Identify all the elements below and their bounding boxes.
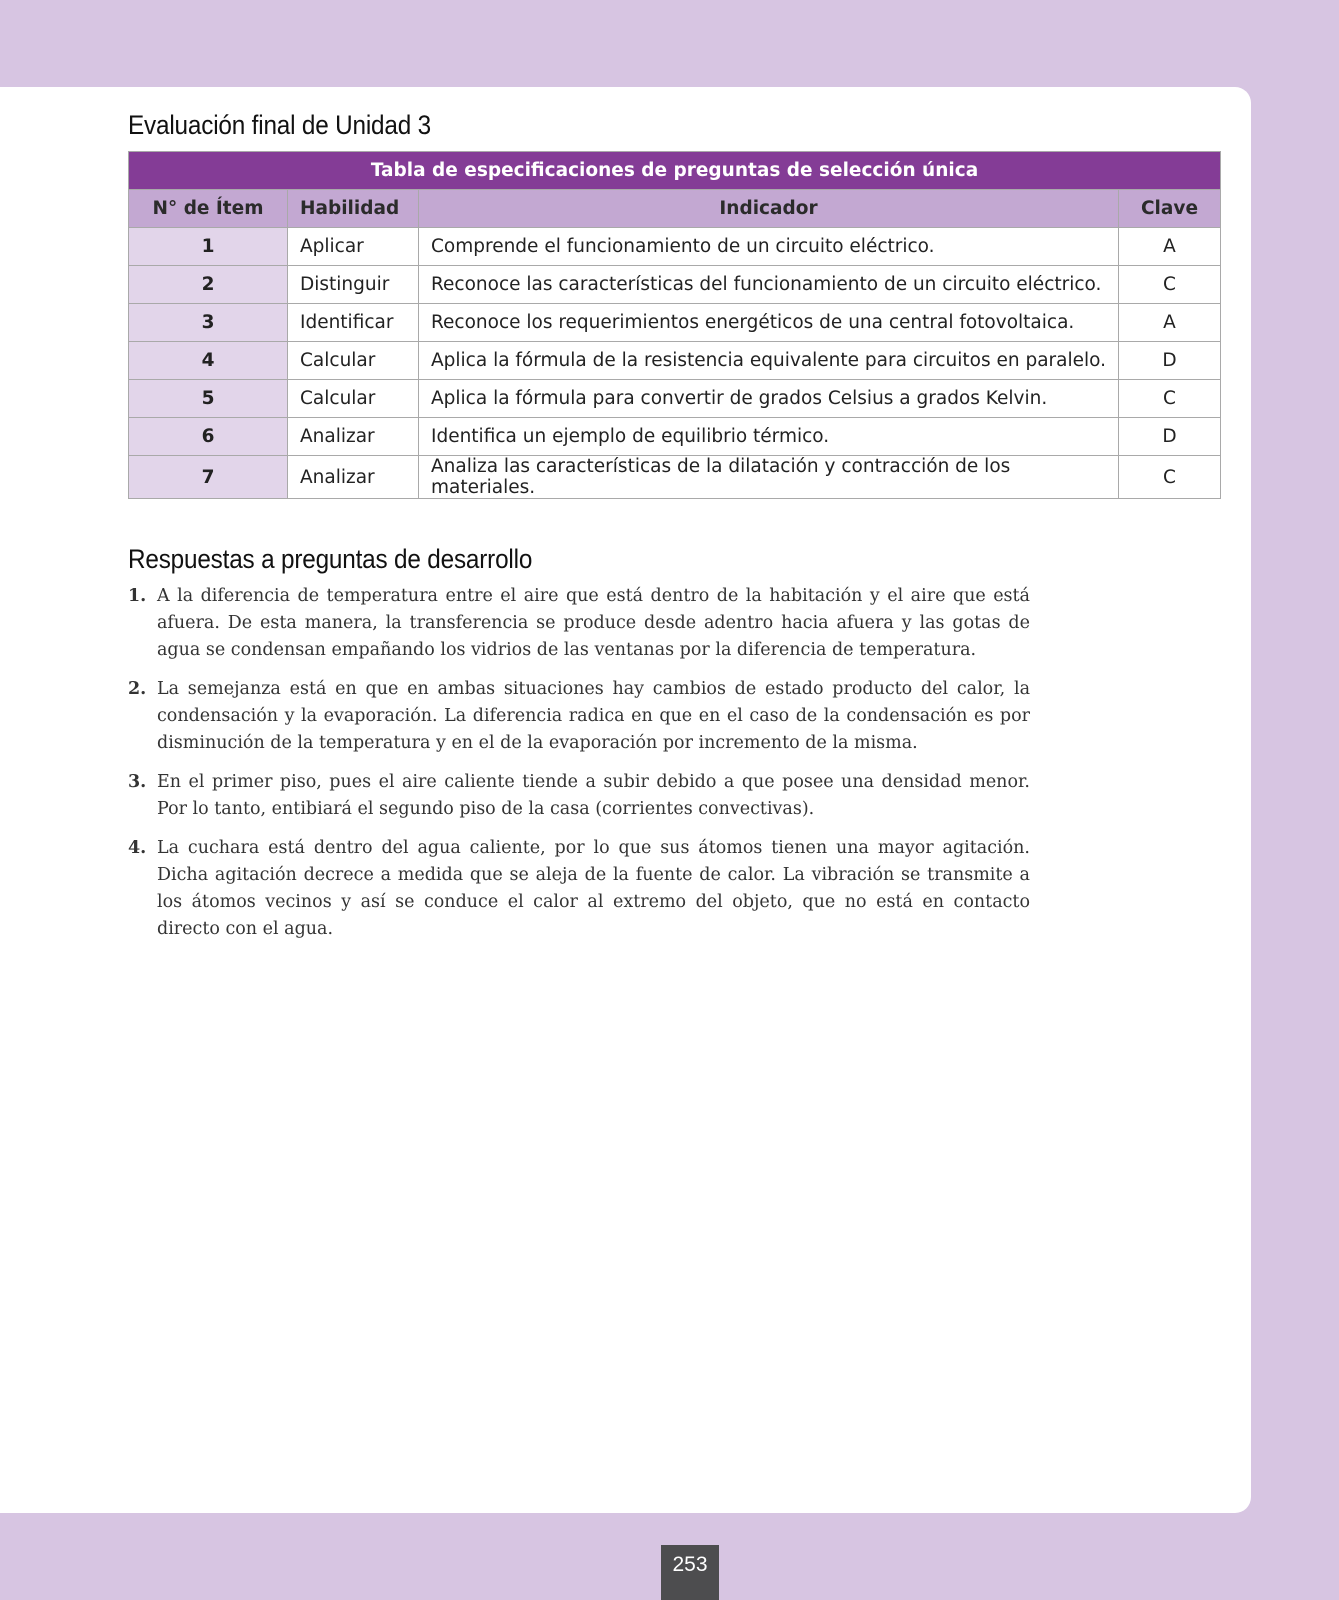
table-row [129,456,1221,499]
table-row [129,304,1221,342]
answer-number: 1. [128,586,147,606]
key-cell: D [1119,342,1221,380]
table-title: Tabla de especificaciones de preguntas de selección única [129,152,1221,190]
answer-number: 3. [128,772,147,792]
evaluation-heading: Evaluación final de Unidad 3 [128,110,431,140]
answers-heading: Respuestas a preguntas de desarrollo [128,544,533,574]
table-title-row [129,152,1221,190]
table-row [129,266,1221,304]
skill-cell: Analizar [288,418,419,456]
list-item [128,583,1030,664]
table-row [129,380,1221,418]
table-row [129,418,1221,456]
column-header-skill: Habilidad [288,190,419,228]
table-header-row [129,190,1221,228]
item-number-cell: 2 [129,266,288,304]
column-header-indicator: Indicador [419,190,1119,228]
key-cell: A [1119,228,1221,266]
item-number-cell: 5 [129,380,288,418]
key-cell: C [1119,266,1221,304]
skill-cell: Calcular [288,380,419,418]
table-row [129,228,1221,266]
item-number-cell: 6 [129,418,288,456]
specifications-table [128,151,1221,499]
answers-list [128,583,1030,955]
answer-text: En el primer piso, pues el aire caliente tiende a subir debido a que posee una densidad menor. Por lo tanto, entibiará el segundo piso de la casa (corrientes convectivas). [157,772,1030,819]
list-item [128,835,1030,943]
page-number: 253 [661,1545,719,1600]
item-number-cell: 7 [129,456,288,499]
column-header-item: N° de Ítem [129,190,288,228]
answer-text: A la diferencia de temperatura entre el aire que está dentro de la habitación y el aire que está afuera. De esta manera, la transferencia se produce desde adentro hacia afuera y las gotas de agua se condensan empañando los vidrios de las ventanas por la diferencia de temperatura. [157,586,1030,660]
key-cell: D [1119,418,1221,456]
skill-cell: Identificar [288,304,419,342]
answer-number: 4. [128,838,147,858]
indicator-cell: Comprende el funcionamiento de un circuito eléctrico. [419,228,1119,266]
key-cell: C [1119,380,1221,418]
item-number-cell: 1 [129,228,288,266]
item-number-cell: 4 [129,342,288,380]
skill-cell: Analizar [288,456,419,499]
skill-cell: Calcular [288,342,419,380]
indicator-cell: Identifica un ejemplo de equilibrio térmico. [419,418,1119,456]
answer-text: La semejanza está en que en ambas situaciones hay cambios de estado producto del calor, la condensación y la evaporación. La diferencia radica en que en el caso de la condensación es por disminución de la temperatura y en el de la evaporación por incremento de la misma. [157,679,1030,753]
list-item [128,769,1030,823]
item-number-cell: 3 [129,304,288,342]
indicator-cell: Aplica la fórmula de la resistencia equivalente para circuitos en paralelo. [419,342,1119,380]
column-header-key: Clave [1119,190,1221,228]
skill-cell: Aplicar [288,228,419,266]
list-item [128,676,1030,757]
key-cell: A [1119,304,1221,342]
indicator-cell: Reconoce los requerimientos energéticos de una central fotovoltaica. [419,304,1119,342]
indicator-cell: Analiza las características de la dilatación y contracción de los materiales. [419,456,1119,499]
table-row [129,342,1221,380]
indicator-cell: Reconoce las características del funcionamiento de un circuito eléctrico. [419,266,1119,304]
indicator-cell: Aplica la fórmula para convertir de grados Celsius a grados Kelvin. [419,380,1119,418]
answer-text: La cuchara está dentro del agua caliente, por lo que sus átomos tienen una mayor agitación. Dicha agitación decrece a medida que se aleja de la fuente de calor. La vibración se transmite a los átomos vecinos y así se conduce el calor al extremo del objeto, que no está en contacto directo con el agua. [157,838,1030,939]
answer-number: 2. [128,679,147,699]
skill-cell: Distinguir [288,266,419,304]
key-cell: C [1119,456,1221,499]
